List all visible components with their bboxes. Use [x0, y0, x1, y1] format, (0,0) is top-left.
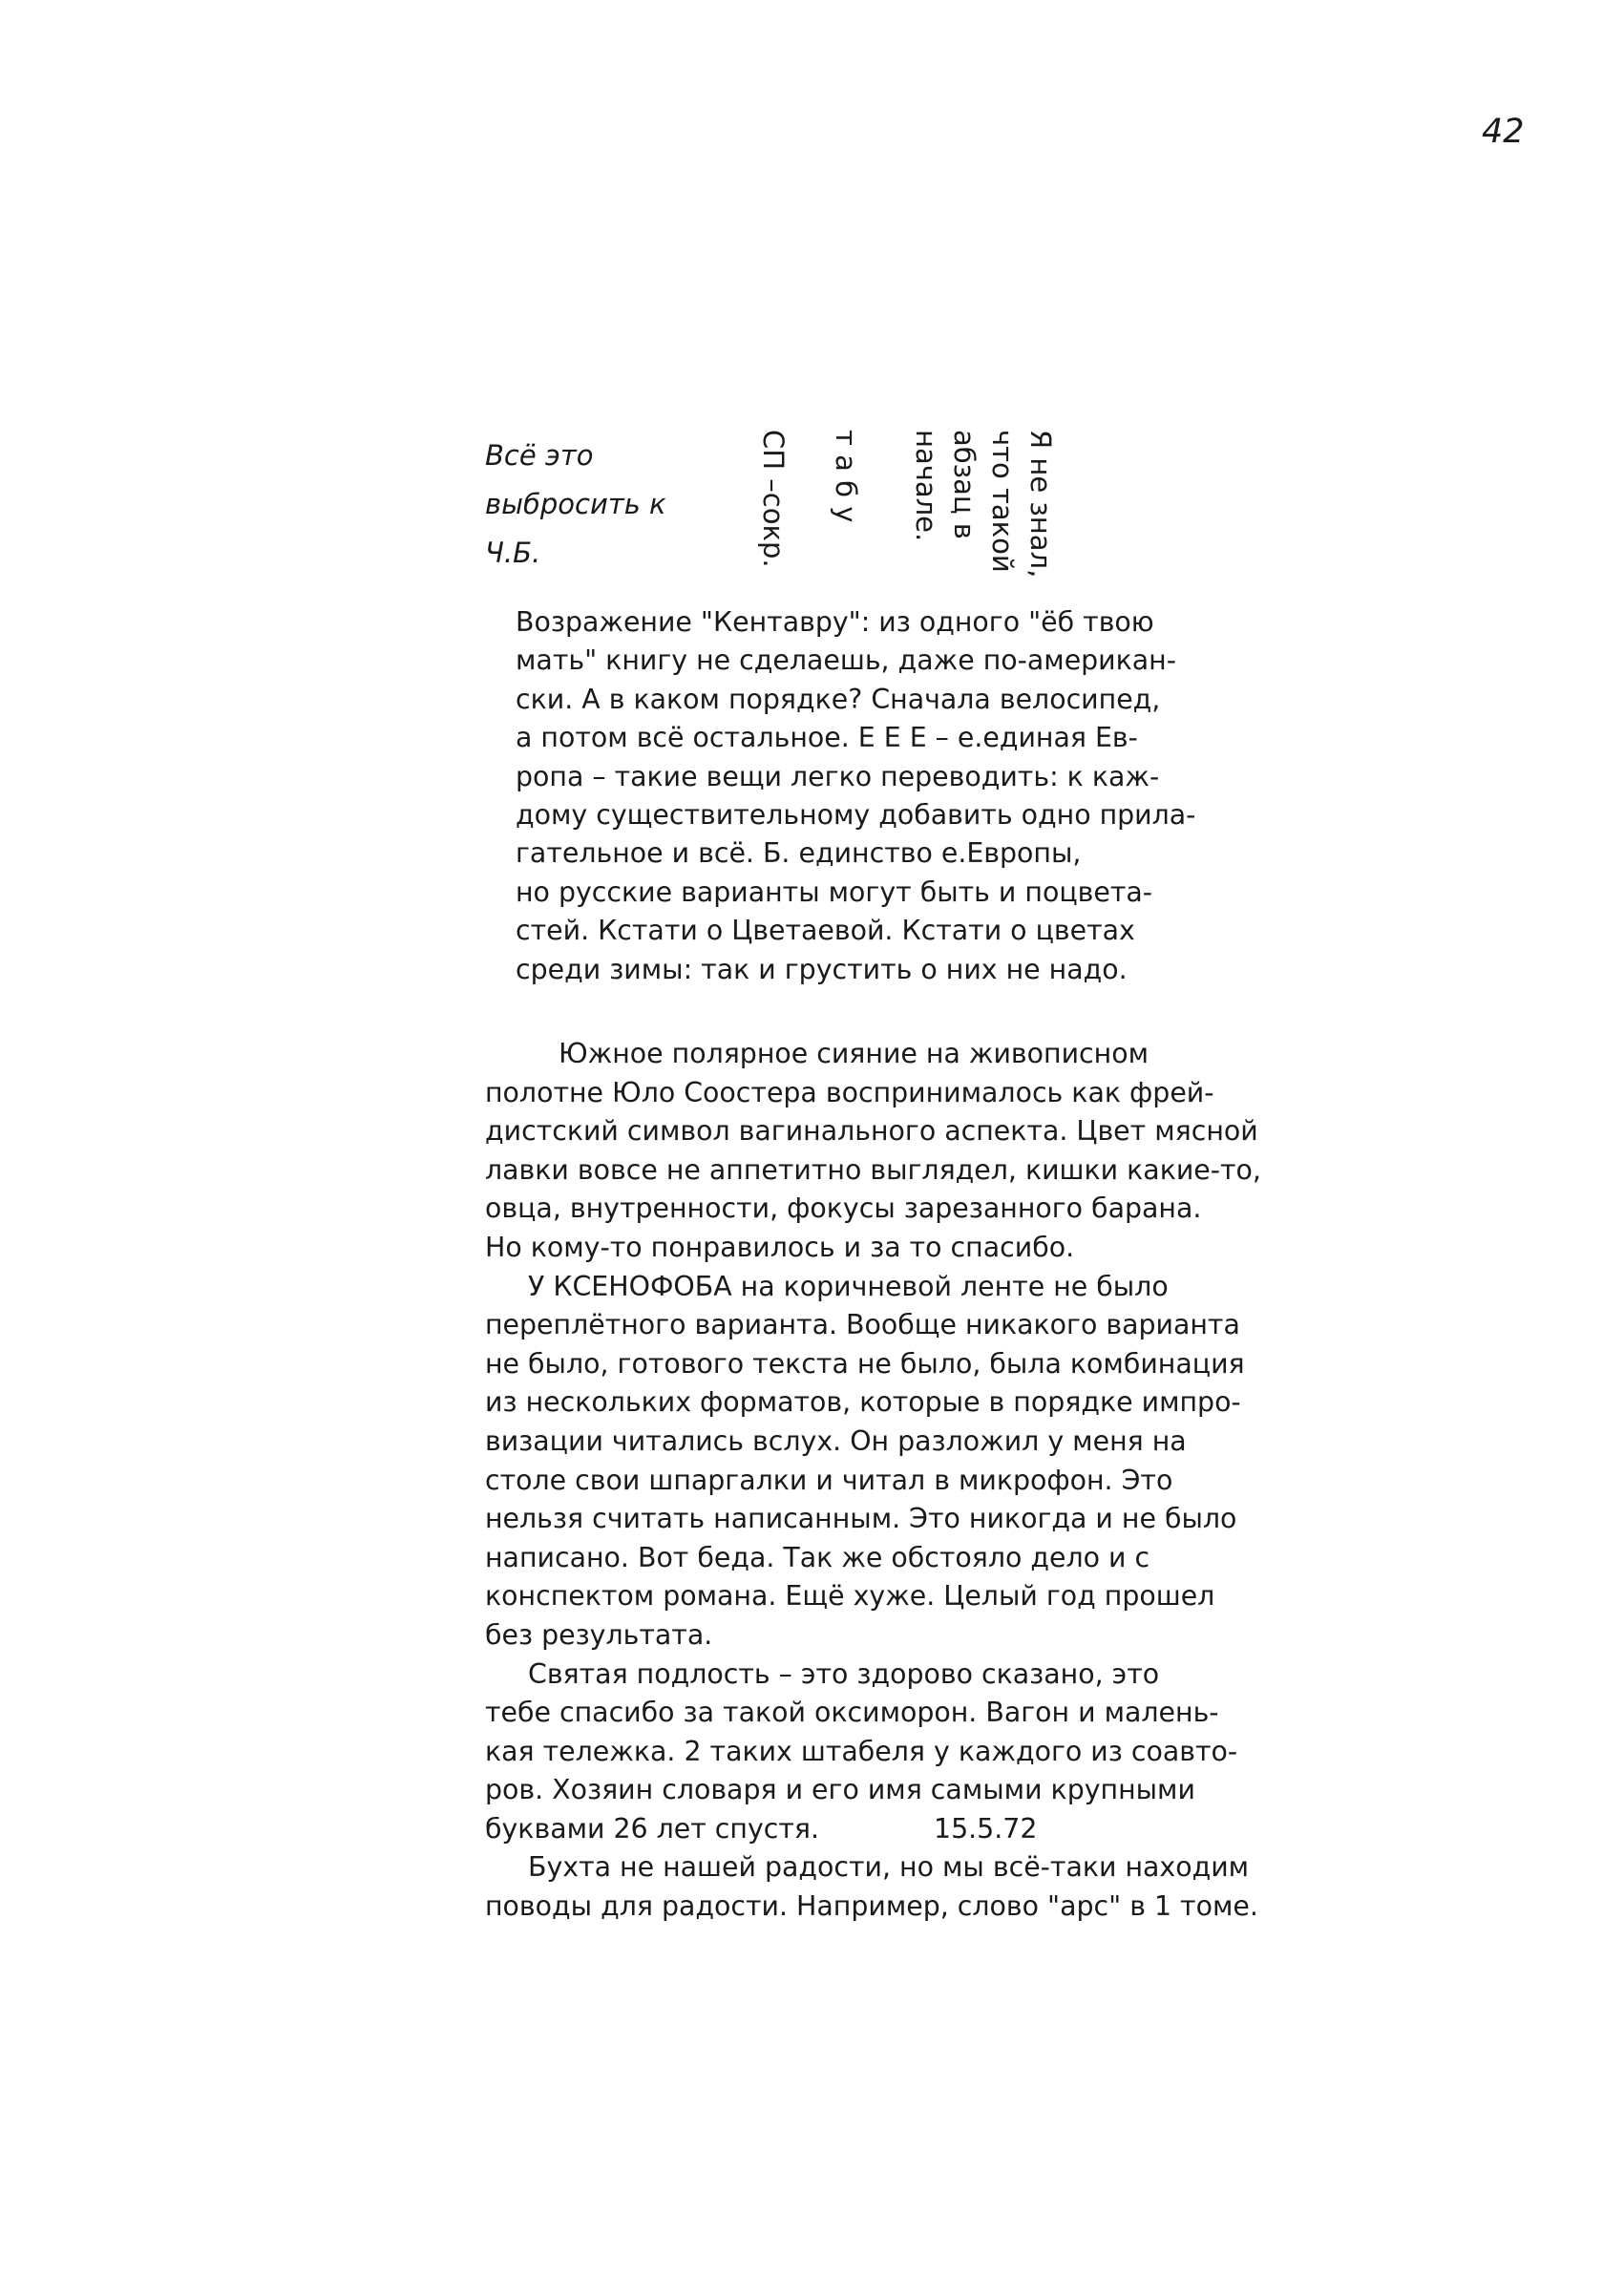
text-line: конспектом романа. Ещё хуже. Целый год прошел	[485, 1580, 1215, 1613]
text-line: Южное полярное сияние на живописном	[559, 1038, 1149, 1069]
text-line: не было, готового текста не было, была комбинация	[485, 1347, 1245, 1380]
date-stamp: 15.5.72	[934, 1812, 1038, 1845]
paragraph-aurora	[485, 1035, 1261, 1268]
text-line: полотне Юло Соостера воспринималось как фрей-	[485, 1076, 1214, 1108]
text-line: переплётного варианта. Вообще никакого варианта	[485, 1309, 1240, 1341]
side-note-line: Всё это	[485, 439, 594, 472]
vertical-note-yane	[907, 430, 1060, 578]
page-number: 42	[1482, 113, 1525, 151]
text-line: дистский символ вагинального аспекта. Цвет мясной	[485, 1115, 1258, 1148]
quote-line: ропа – такие вещи легко переводить: к каж-	[516, 760, 1160, 792]
text-line: Бухта не нашей радости, но мы всё-таки находим	[528, 1851, 1250, 1884]
text-line: овца, внутренности, фокусы зарезанного барана.	[485, 1192, 1202, 1225]
quote-line: гательное и всё. Б. единство е.Европы,	[516, 837, 1082, 870]
text-line: написано. Вот беда. Так же обстояло дело и с	[485, 1541, 1150, 1573]
vertical-note-line: что такой	[986, 430, 1019, 573]
text-line: визации читались вслух. Он разложил у меня на	[485, 1424, 1187, 1457]
text-line: У КСЕНОФОБА на коричневой ленте не было	[528, 1270, 1169, 1302]
text-line: кая тележка. 2 таких штабеля у каждого из соавто-	[485, 1735, 1238, 1767]
paragraph-bay	[485, 1848, 1261, 1926]
quote-line: ски. А в каком порядке? Сначала велосипед,	[516, 683, 1161, 715]
quote-line: дому существительному добавить одно прила-	[516, 799, 1196, 832]
text-line: нельзя считать написанным. Это никогда и не было	[485, 1503, 1237, 1535]
side-note-line: выбросить к	[485, 488, 666, 520]
quote-line: но русские варианты могут быть и поцвета-	[516, 875, 1153, 908]
quote-line: среди зимы: так и грустить о них не надо.	[516, 953, 1128, 985]
text-line: из нескольких форматов, которые в порядке импро-	[485, 1386, 1241, 1419]
side-note	[485, 432, 666, 578]
text-line: столе свои шпаргалки и читал в микрофон. Это	[485, 1464, 1173, 1496]
paragraph-oxymoron	[485, 1656, 1261, 1849]
text-fragment: буквами 26 лет спустя.	[485, 1812, 820, 1845]
quote-block	[516, 603, 1195, 989]
quote-line: а потом всё остальное. Е Е Е – е.единая Ев-	[516, 722, 1138, 754]
quote-line: мать" книгу не сделаешь, даже по-американ-	[516, 644, 1176, 677]
text-line: лавки вовсе не аппетитно выглядел, кишки какие-то,	[485, 1153, 1261, 1186]
text-line: без результата.	[485, 1618, 713, 1651]
text-line: тебе спасибо за такой оксиморон. Вагон и малень-	[485, 1697, 1219, 1729]
main-text	[485, 1035, 1261, 1927]
paragraph-xenophobe	[485, 1268, 1261, 1656]
text-line: Святая подлость – это здорово сказано, это	[528, 1657, 1160, 1690]
quote-line: стей. Кстати о Цветаевой. Кстати о цветах	[516, 915, 1135, 947]
text-line: поводы для радости. Например, слово "арс" в 1 томе.	[485, 1890, 1258, 1923]
text-line: Но кому-то понравилось и за то спасибо.	[485, 1231, 1075, 1263]
side-note-line: Ч.Б.	[485, 537, 541, 569]
vertical-note-sp: СП –сокр.	[757, 430, 790, 568]
vertical-note-line: начале.	[910, 430, 942, 542]
text-line: ров. Хозяин словаря и его имя самыми крупными	[485, 1774, 1195, 1806]
text-line	[485, 1810, 1261, 1849]
vertical-note-line: абзац в	[948, 430, 981, 539]
quote-line: Возражение "Кентавру": из одного "ёб твою	[516, 606, 1154, 638]
vertical-note-tab: т а б у	[830, 430, 862, 523]
vertical-note-line: Я не знал,	[1024, 430, 1057, 579]
